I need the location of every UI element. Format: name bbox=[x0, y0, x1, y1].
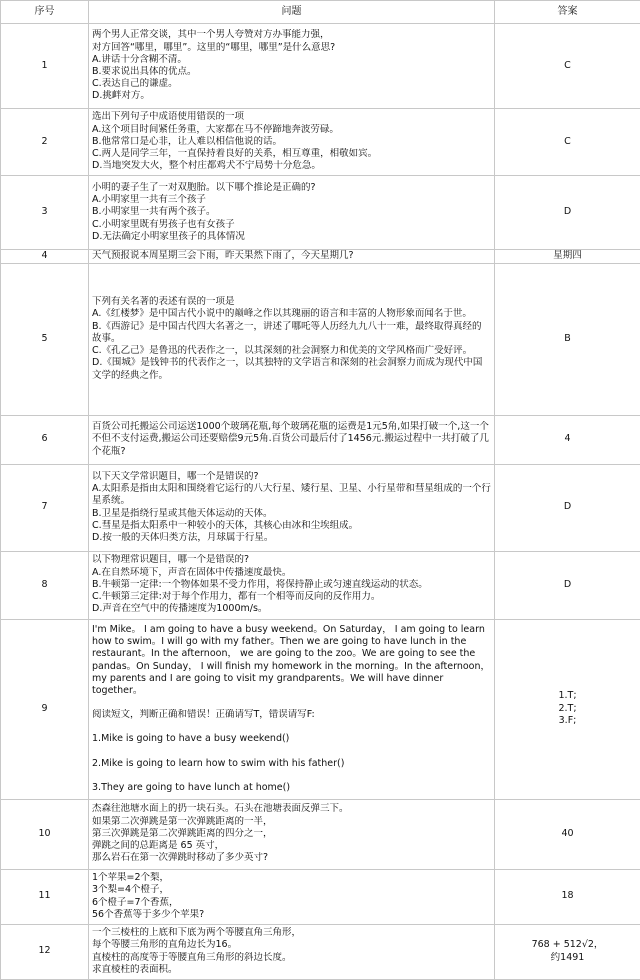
table-row bbox=[1, 619, 640, 799]
question-line: 阅读短文，判断正确和错误！正确请写T，错误请写F: bbox=[92, 709, 491, 721]
header-answer: 答案 bbox=[495, 1, 640, 24]
question-line: C.小明家里既有男孩子也有女孩子 bbox=[92, 219, 491, 231]
header-row bbox=[1, 1, 640, 24]
question-line: B.牛顿第一定律:一个物体如果不受力作用，将保持静止或匀速直线运动的状态。 bbox=[92, 579, 491, 591]
row-number: 6 bbox=[1, 415, 89, 464]
question-cell bbox=[89, 176, 495, 250]
question-line: A.讲话十分含糊不清。 bbox=[92, 54, 491, 66]
answer-line: 4 bbox=[498, 433, 637, 446]
question-line: 每个等腰三角形的直角边长为16。 bbox=[92, 939, 491, 951]
question-line: A.这个项目时间紧任务重，大家都在马不停蹄地奔波劳碌。 bbox=[92, 124, 491, 136]
question-line: 对方回答“哪里，哪里”。这里的“哪里，哪里”是什么意思? bbox=[92, 42, 491, 54]
question-cell bbox=[89, 250, 495, 264]
question-cell bbox=[89, 263, 495, 415]
answer-cell bbox=[495, 263, 640, 415]
question-line: 弹跳之间的总距离是 65 英寸， bbox=[92, 840, 491, 852]
answer-line: 2.T; bbox=[498, 703, 637, 716]
answer-line: D bbox=[498, 501, 637, 514]
row-number: 11 bbox=[1, 869, 89, 924]
question-line: 56个香蕉等于多少个苹果? bbox=[92, 909, 491, 921]
table-row bbox=[1, 109, 640, 176]
row-number: 9 bbox=[1, 619, 89, 799]
answer-cell bbox=[495, 869, 640, 924]
answer-cell bbox=[495, 176, 640, 250]
answer-cell bbox=[495, 799, 640, 869]
question-line: 一个三棱柱的上底和下底为两个等腰直角三角形， bbox=[92, 927, 491, 939]
question-line: 选出下列句子中成语使用错误的一项 bbox=[92, 111, 491, 123]
question-line: C.表达自己的谦虚。 bbox=[92, 78, 491, 90]
row-number: 4 bbox=[1, 250, 89, 264]
question-line: D.《围城》是钱钟书的代表作之一，以其独特的文学语言和深刻的社会洞察力而成为现代中国文学的经典之作。 bbox=[92, 357, 491, 381]
question-cell bbox=[89, 924, 495, 979]
table-body bbox=[1, 24, 640, 980]
answer-cell bbox=[495, 24, 640, 109]
row-number: 10 bbox=[1, 799, 89, 869]
answer-cell bbox=[495, 619, 640, 799]
question-line: 3.They are going to have lunch at home() bbox=[92, 782, 491, 794]
question-line: C.牛顿第三定律:对于每个作用力，都有一个相等而反向的反作用力。 bbox=[92, 591, 491, 603]
question-line: 下列有关名著的表述有误的一项是 bbox=[92, 296, 491, 308]
question-line: 6个橙子=7个香蕉， bbox=[92, 897, 491, 909]
table-row bbox=[1, 551, 640, 619]
answer-line: 3.F; bbox=[498, 715, 637, 728]
table-row bbox=[1, 176, 640, 250]
question-line: 以下天文学常识题目，哪一个是错误的? bbox=[92, 471, 491, 483]
question-line: A.小明家里一共有三个孩子 bbox=[92, 194, 491, 206]
answer-line: 40 bbox=[498, 828, 637, 841]
question-line: 杰森往池塘水面上的扔一块石头。石头在池塘表面反弹三下。 bbox=[92, 803, 491, 815]
question-cell bbox=[89, 869, 495, 924]
question-line: D.按一般的天体归类方法，月球属于行星。 bbox=[92, 532, 491, 544]
question-line: B.他常常口是心非，让人难以相信他说的话。 bbox=[92, 136, 491, 148]
answer-line: C bbox=[498, 60, 637, 73]
question-line: D.声音在空气中的传播速度为1000m/s。 bbox=[92, 603, 491, 615]
question-line: C.两人是同学三年，一直保持着良好的关系，相互尊重，相敬如宾。 bbox=[92, 148, 491, 160]
question-line: 1个苹果=2个梨， bbox=[92, 872, 491, 884]
question-blank-line bbox=[92, 697, 491, 709]
table-row bbox=[1, 415, 640, 464]
question-line: 第三次弹跳是第二次弹跳距离的四分之一， bbox=[92, 828, 491, 840]
header-num: 序号 bbox=[1, 1, 89, 24]
question-line: 百货公司托搬运公司运送1000个玻璃花瓶,每个玻璃花瓶的运费是1元5角,如果打破一个,这一个不但不支付运费,搬运公司还要赔偿9元5角.百货公司最后付了1456元.搬运过程中一共打破了几个花瓶? bbox=[92, 421, 491, 458]
question-line: 两个男人正常交谈，其中一个男人夸赞对方办事能力强， bbox=[92, 29, 491, 41]
question-cell bbox=[89, 464, 495, 551]
answer-line: 星期四 bbox=[498, 250, 637, 263]
table-row bbox=[1, 250, 640, 264]
row-number: 7 bbox=[1, 464, 89, 551]
answer-line: D bbox=[498, 579, 637, 592]
question-line: B.要求说出具体的优点。 bbox=[92, 66, 491, 78]
question-cell bbox=[89, 415, 495, 464]
answer-cell bbox=[495, 464, 640, 551]
question-line: 天气预报说本周星期三会下雨，昨天果然下雨了，今天星期几? bbox=[92, 250, 491, 262]
table-row bbox=[1, 263, 640, 415]
question-line: A.在自然环境下，声音在固体中传播速度最快。 bbox=[92, 567, 491, 579]
answer-line: C bbox=[498, 136, 637, 149]
question-line: C.《孔乙己》是鲁迅的代表作之一，以其深刻的社会洞察力和优美的文学风格而广受好评。 bbox=[92, 345, 491, 357]
row-number: 12 bbox=[1, 924, 89, 979]
question-cell bbox=[89, 799, 495, 869]
answer-line: D bbox=[498, 206, 637, 219]
row-number: 3 bbox=[1, 176, 89, 250]
answer-line: 1.T; bbox=[498, 690, 637, 703]
question-line: 如果第二次弹跳是第一次弹跳距离的一半， bbox=[92, 816, 491, 828]
answer-cell bbox=[495, 250, 640, 264]
question-blank-line bbox=[92, 770, 491, 782]
question-line: B.小明家里一共有两个孩子。 bbox=[92, 206, 491, 218]
question-line: C.彗星是指太阳系中一种较小的天体，其核心由冰和尘埃组成。 bbox=[92, 520, 491, 532]
row-number: 2 bbox=[1, 109, 89, 176]
answer-cell bbox=[495, 551, 640, 619]
question-line: 直棱柱的高度等于等腰直角三角形的斜边长度。 bbox=[92, 952, 491, 964]
question-line: 以下物理常识题目，哪一个是错误的? bbox=[92, 554, 491, 566]
answer-line: 约1491 bbox=[498, 952, 637, 965]
table-row bbox=[1, 869, 640, 924]
answer-cell bbox=[495, 109, 640, 176]
question-line: 3个梨=4个橙子， bbox=[92, 884, 491, 896]
question-cell bbox=[89, 619, 495, 799]
row-number: 8 bbox=[1, 551, 89, 619]
question-blank-line bbox=[92, 721, 491, 733]
question-cell bbox=[89, 24, 495, 109]
question-line: 1.Mike is going to have a busy weekend() bbox=[92, 733, 491, 745]
answer-cell bbox=[495, 924, 640, 979]
answer-line: 768 + 512√2， bbox=[498, 939, 637, 952]
answer-line: B bbox=[498, 333, 637, 346]
row-number: 5 bbox=[1, 263, 89, 415]
answer-line: 18 bbox=[498, 890, 637, 903]
table-row bbox=[1, 799, 640, 869]
question-line: B.卫星是指绕行星或其他天体运动的天体。 bbox=[92, 508, 491, 520]
answer-cell bbox=[495, 415, 640, 464]
question-line: A.《红楼梦》是中国古代小说中的巅峰之作以其瑰丽的语言和丰富的人物形象而闻名于世。 bbox=[92, 308, 491, 320]
question-cell bbox=[89, 551, 495, 619]
header-question: 问题 bbox=[89, 1, 495, 24]
question-line: D.当地突发大火，整个村庄都鸡犬不宁局势十分危急。 bbox=[92, 160, 491, 172]
table-row bbox=[1, 464, 640, 551]
question-line: D.挑衅对方。 bbox=[92, 90, 491, 102]
table-row bbox=[1, 24, 640, 109]
question-line: A.太阳系是指由太阳和围绕着它运行的八大行星、矮行星、卫星、小行星带和彗星组成的一个行星系统。 bbox=[92, 483, 491, 507]
question-line: B.《西游记》是中国古代四大名著之一，讲述了哪吒等人历经九九八十一难，最终取得真经的故事。 bbox=[92, 321, 491, 345]
question-line: 那么岩石在第一次弹跳时移动了多少英寸? bbox=[92, 852, 491, 864]
question-line: 2.Mike is going to learn how to swim with his father() bbox=[92, 758, 491, 770]
question-line: 求直棱柱的表面积。 bbox=[92, 964, 491, 976]
row-number: 1 bbox=[1, 24, 89, 109]
table-row bbox=[1, 924, 640, 979]
question-line: I'm Mike。 I am going to have a busy weekend。On Saturday， I am going to learn how to swim。I will go with my father。Then we are going to have lunch in the restaurant。In the afternoon， we are going to the zoo。We are going to see the pandas。On Sunday， I will finish my homework in the morning。In the afternoon， my parents and I are going to visit my grandparents。We will have dinner together。 bbox=[92, 624, 491, 697]
question-line: D.无法确定小明家里孩子的具体情况 bbox=[92, 231, 491, 243]
question-cell bbox=[89, 109, 495, 176]
question-line: 小明的妻子生了一对双胞胎。以下哪个推论是正确的? bbox=[92, 182, 491, 194]
question-blank-line bbox=[92, 746, 491, 758]
